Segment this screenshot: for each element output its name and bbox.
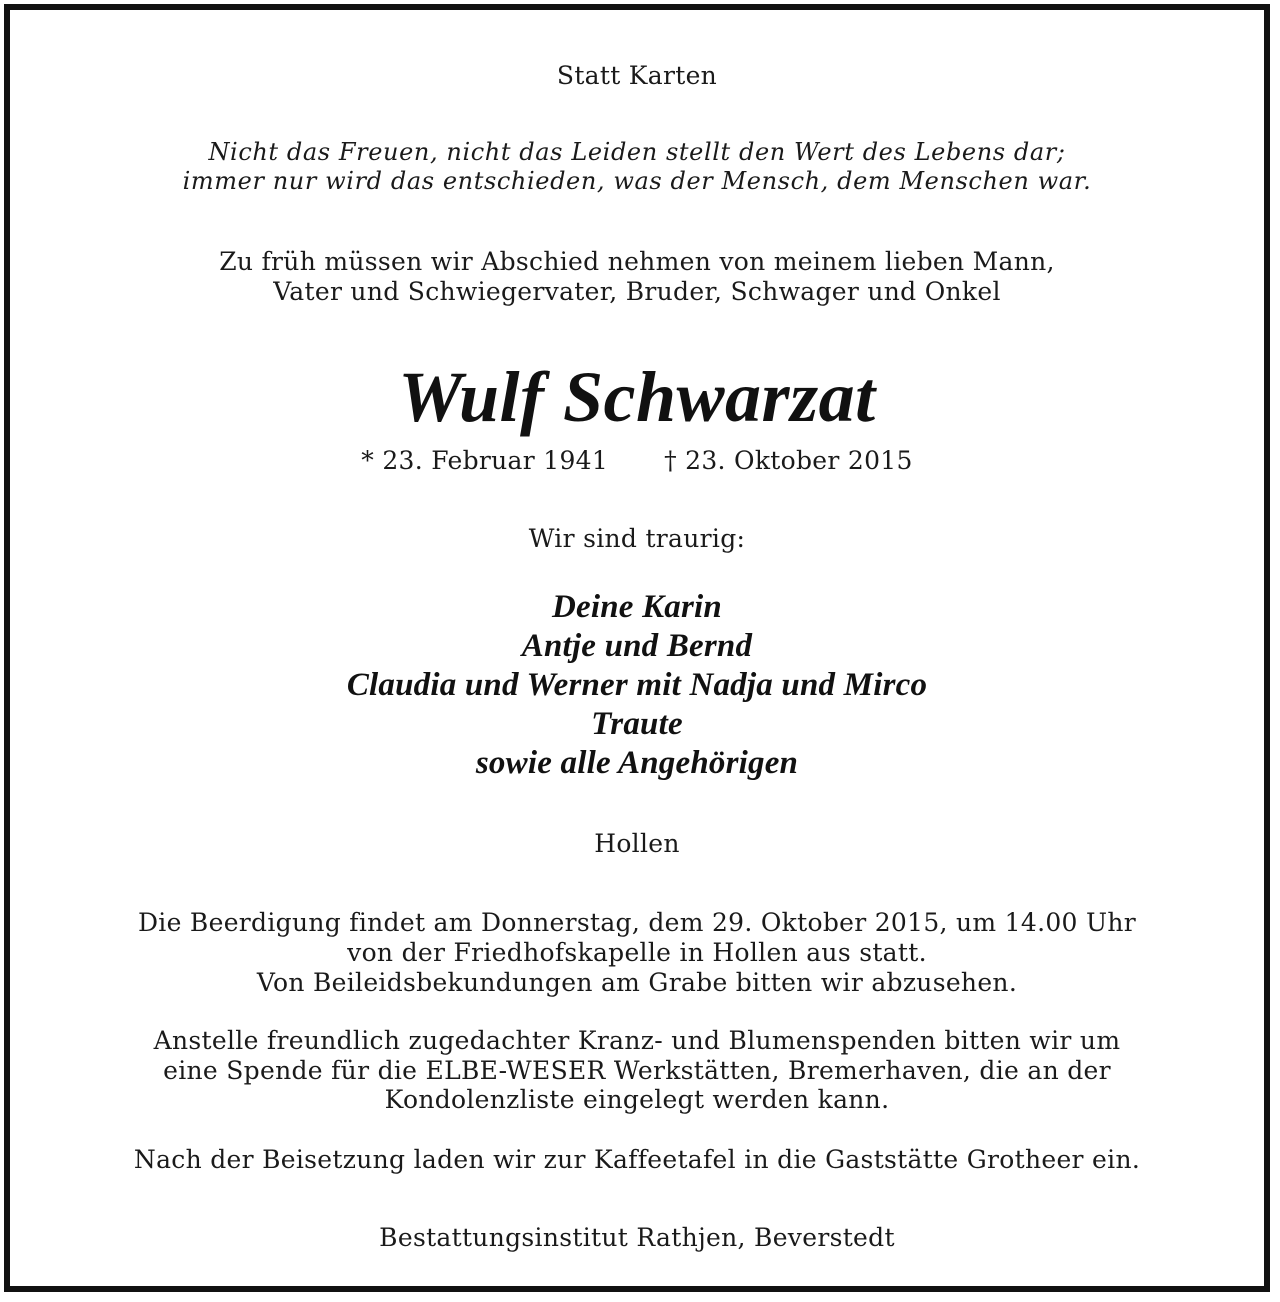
mourning-place: Hollen [594,829,680,858]
life-dates [10,446,1264,475]
quote-line-1: Nicht das Freuen, nicht das Leiden stellt den Wert des Lebens dar; [208,138,1066,166]
funeral-line-3: Von Beileidsbekundungen am Grabe bitten wir abzusehen. [256,968,1018,997]
funeral-line-2: von der Friedhofskapelle in Hollen aus statt. [347,938,927,967]
donation-line-2: eine Spende für die ELBE-WESER Werkstätten, Bremerhaven, die an der [163,1056,1111,1085]
header-label: Statt Karten [556,61,718,90]
intro-line-2: Vater und Schwiegervater, Bruder, Schwager und Onkel [273,277,1001,306]
intro-line-1: Zu früh müssen wir Abschied nehmen von meinem lieben Mann, [219,247,1055,276]
mourner-name: Claudia und Werner mit Nadja und Mirco [346,667,928,703]
mourner-name: sowie alle Angehörigen [475,745,799,781]
obituary-notice [4,4,1270,1292]
reception-line: Nach der Beisetzung laden wir zur Kaffeetafel in die Gaststätte Grotheer ein. [133,1145,1141,1174]
mourning-intro: Wir sind traurig: [528,524,746,553]
undertaker-line: Bestattungsinstitut Rathjen, Beverstedt [379,1223,895,1252]
quote-line-2: immer nur wird das entschieden, was der Mensch, dem Menschen war. [182,167,1092,195]
mourner-name: Antje und Bernd [521,628,753,664]
death-date: † 23. Oktober 2015 [664,446,913,475]
mourner-name: Deine Karin [552,589,722,625]
mourner-name: Traute [591,706,683,742]
funeral-line-1: Die Beerdigung findet am Donnerstag, dem 29. Oktober 2015, um 14.00 Uhr [137,908,1137,937]
donation-line-3: Kondolenzliste eingelegt werden kann. [384,1085,890,1114]
deceased-name: Wulf Schwarzat [398,357,876,437]
donation-line-1: Anstelle freundlich zugedachter Kranz- und Blumenspenden bitten wir um [153,1026,1121,1055]
birth-date: * 23. Februar 1941 [361,446,609,475]
